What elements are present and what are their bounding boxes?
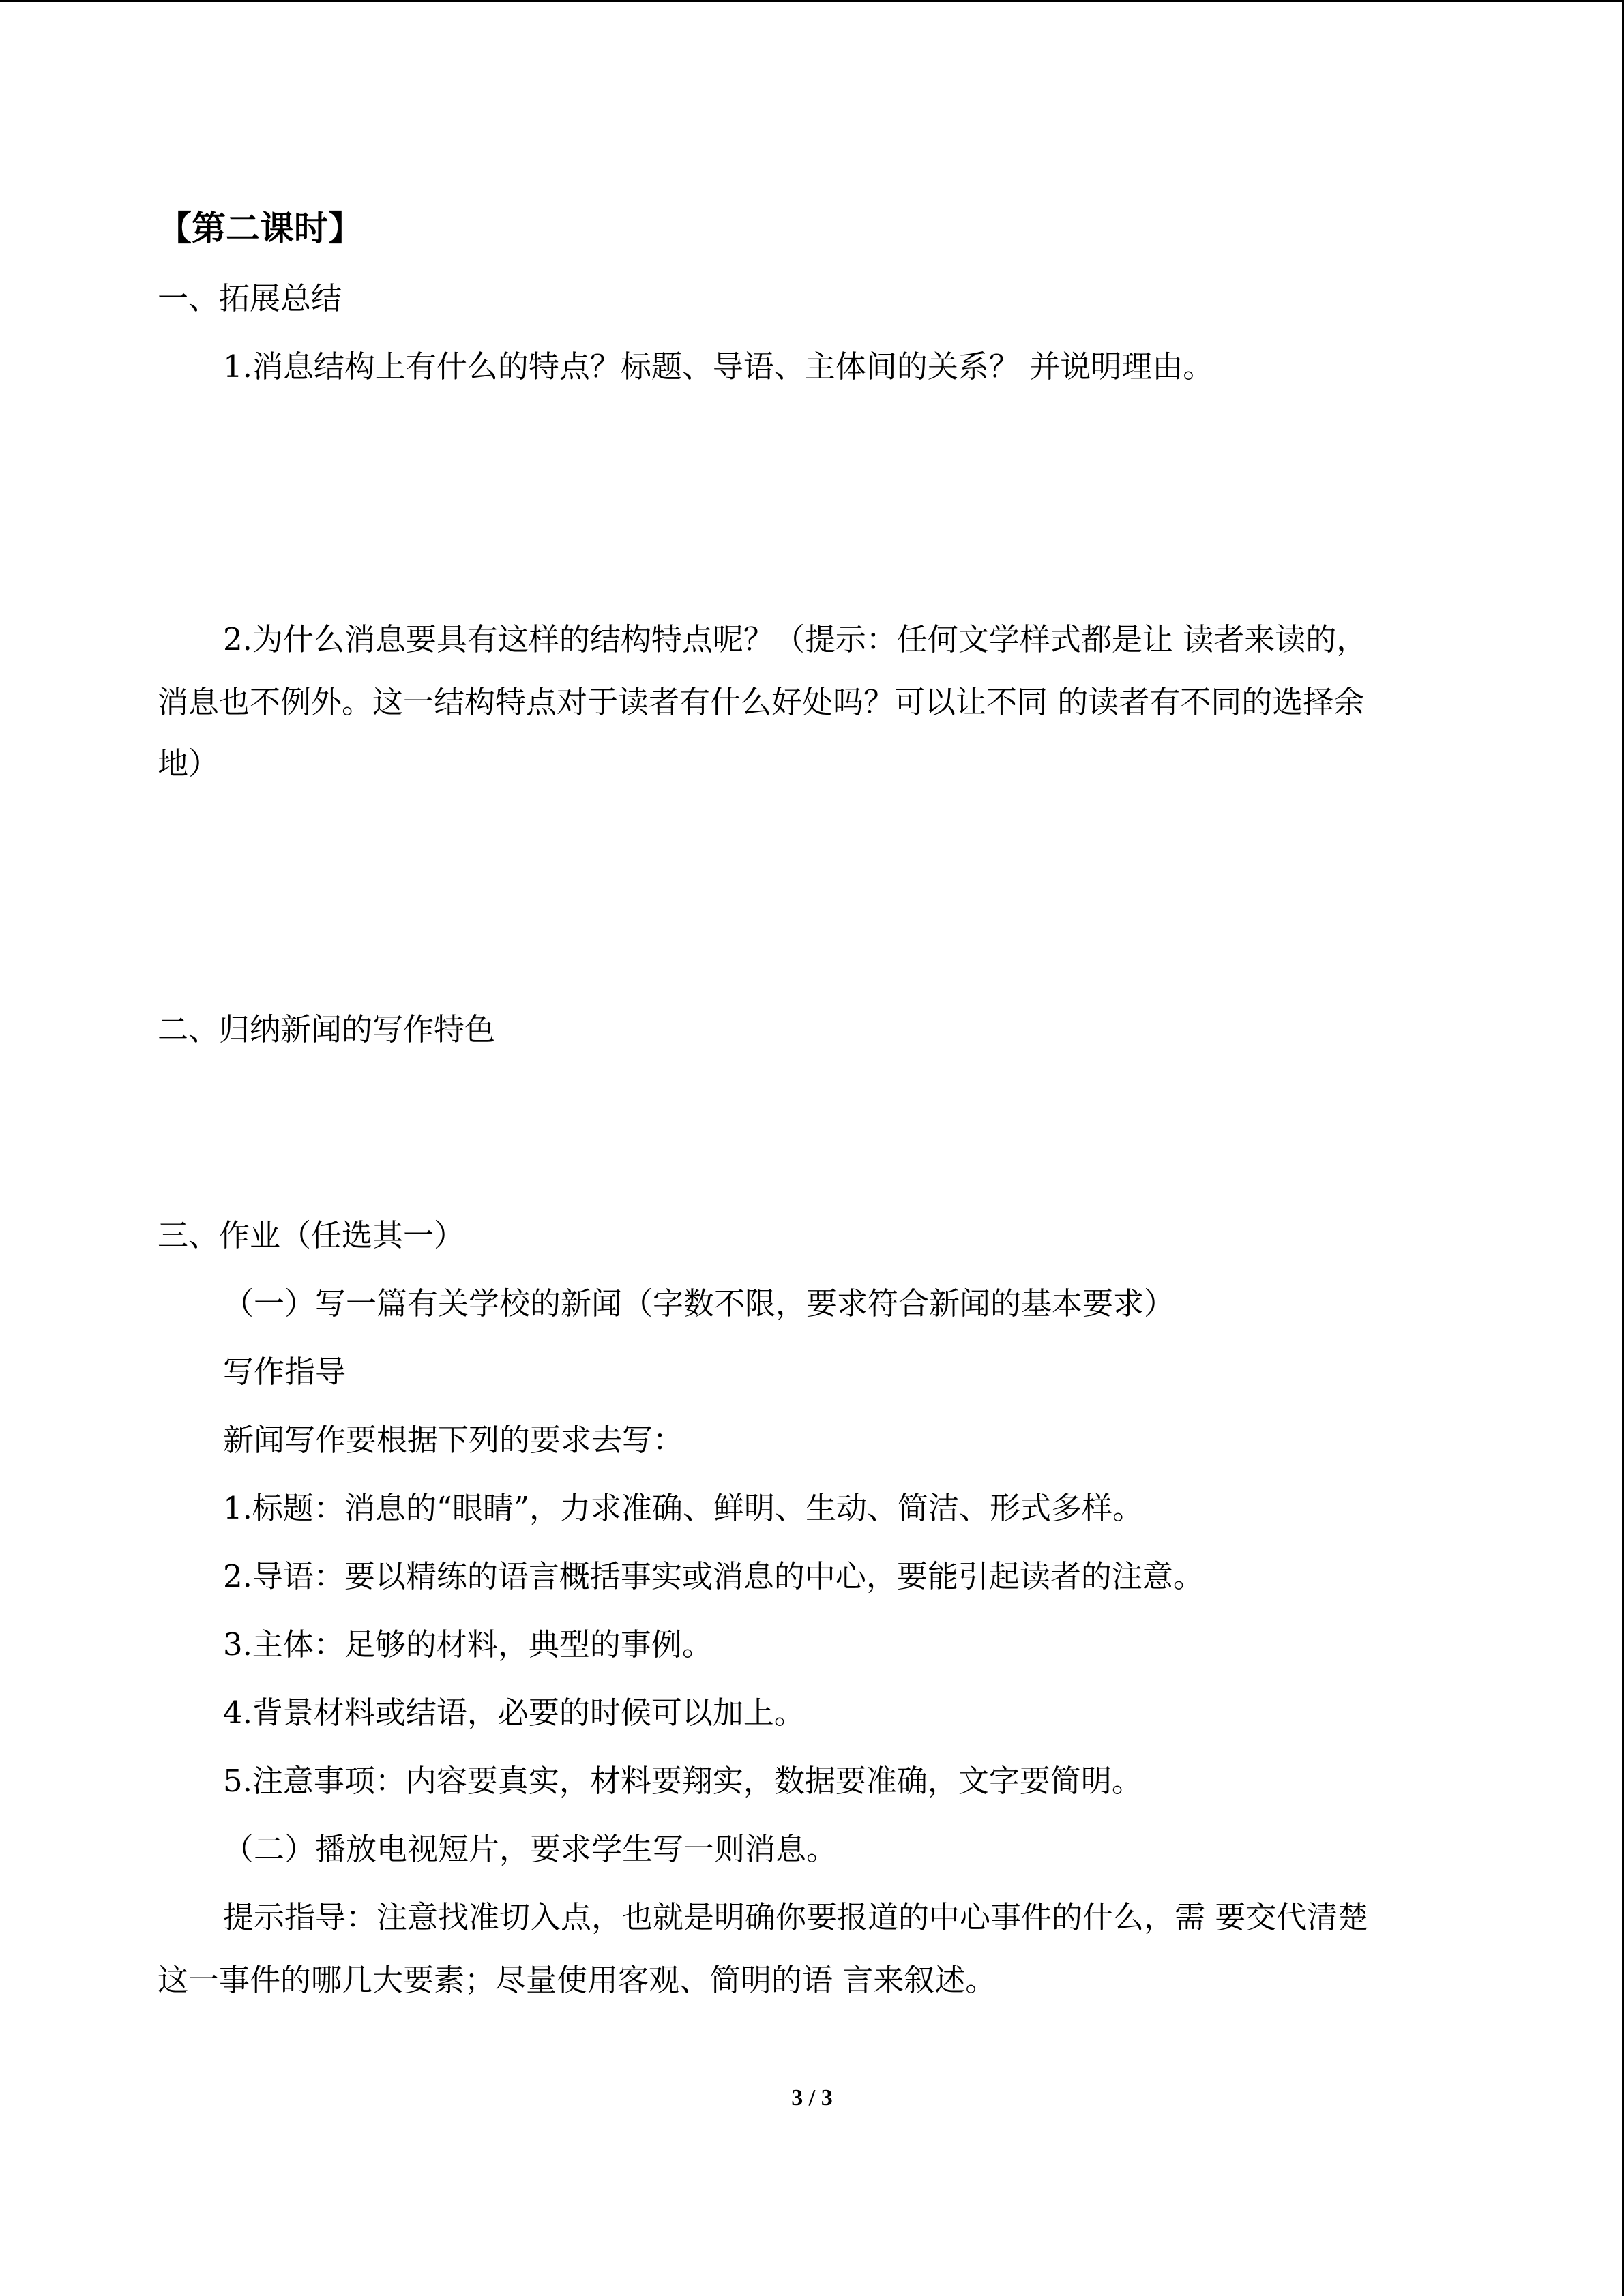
section1-heading: 一、拓展总结 (158, 280, 342, 316)
guide-item: 1.标题：消息的“眼睛”，力求准确、鲜明、生动、简洁、形式多样。 (223, 1490, 1143, 1526)
section3-heading: 三、作业（任选其一） (158, 1217, 465, 1253)
question-2-line-3: 地） (158, 745, 220, 781)
assignment-option-1: （一）写一篇有关学校的新闻（字数不限，要求符合新闻的基本要求） (223, 1285, 1175, 1322)
writing-guide-title: 写作指导 (223, 1354, 346, 1390)
section2-heading: 二、归纳新闻的写作特色 (158, 1011, 496, 1047)
guide-item: 4.背景材料或结语，必要的时候可以加上。 (223, 1695, 805, 1731)
guide-item: 5.注意事项：内容要真实，材料要翔实，数据要准确，文字要简明。 (223, 1763, 1142, 1799)
guide-item: 3.主体：足够的材料，典型的事例。 (223, 1626, 713, 1663)
question-1: 1.消息结构上有什么的特点？标题、导语、主体间的关系？ 并说明理由。 (223, 348, 1214, 385)
hint-line-1: 提示指导：注意找准切入点，也就是明确你要报道的中心事件的什么，需 要交代清楚 (223, 1899, 1369, 1935)
question-2-line-1: 2.为什么消息要具有这样的结构特点呢？（提示：任何文学样式都是让 读者来读的， (223, 621, 1368, 657)
assignment-option-2: （二）播放电视短片，要求学生写一则消息。 (223, 1831, 838, 1867)
page-number: 3 / 3 (791, 2085, 833, 2111)
hint-line-2: 这一事件的哪几大要素；尽量使用客观、简明的语 言来叙述。 (158, 1962, 996, 1998)
guide-item: 2.导语：要以精练的语言概括事实或消息的中心，要能引起读者的注意。 (223, 1558, 1204, 1594)
page-top-border (0, 0, 1624, 2)
question-2-line-2: 消息也不例外。这一结构特点对于读者有什么好处吗？可以让不同 的读者有不同的选择余 (158, 684, 1365, 720)
writing-guide-intro: 新闻写作要根据下列的要求去写： (223, 1422, 684, 1458)
lesson-title: 【第二课时】 (158, 208, 362, 248)
